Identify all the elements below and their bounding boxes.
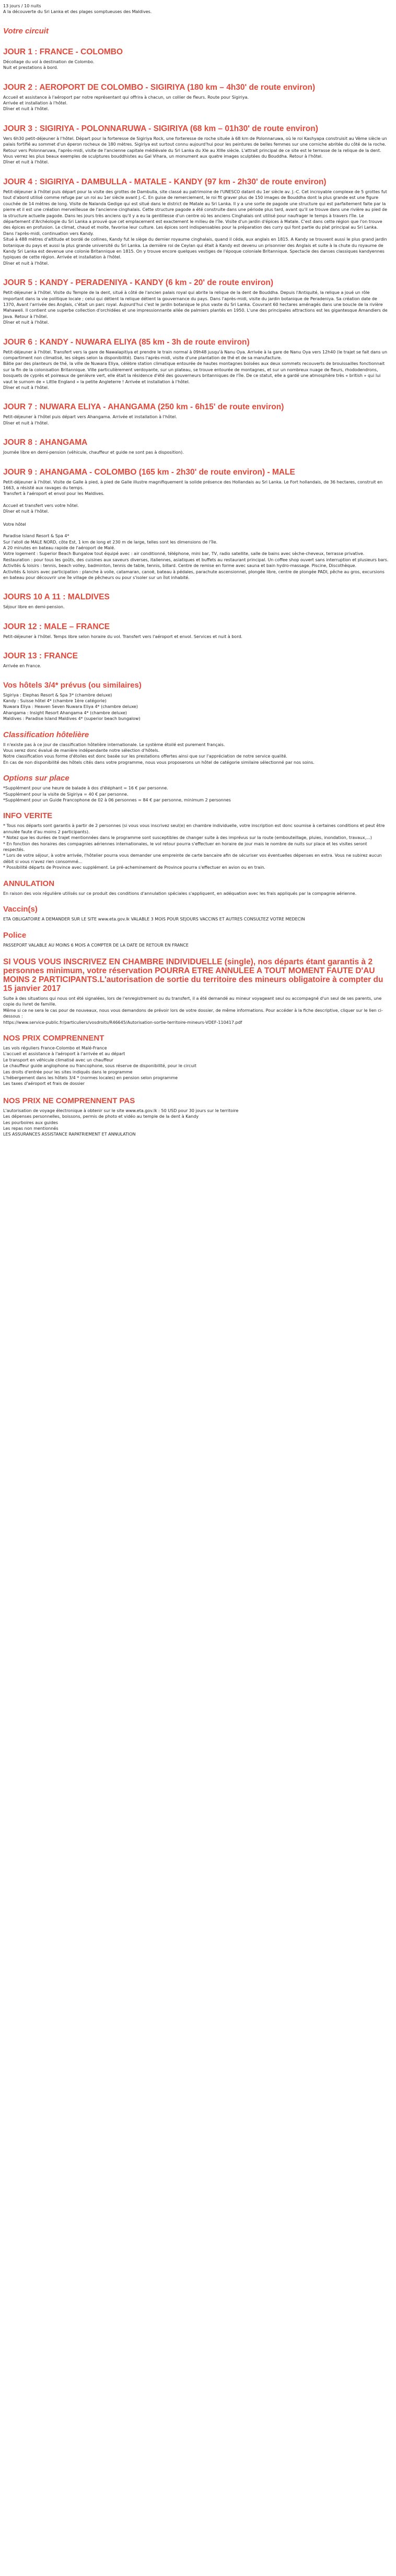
- info-line: * Possibilité départs de Province avec supplément. Le pré-acheminement de Province pourra s'effectuer en avion ou en train.: [3, 865, 265, 870]
- hotel-line: Restauration : pour tous les goûts, des cuisines aux saveurs diverses, italiennes, asiatiques et buffets au restaurant principal. Un coffee shop ouvert sans interruption et plusieurs bars.: [3, 557, 389, 562]
- options-text: [3, 785, 389, 803]
- vaccins-line: ETA OBLIGATOIRE A DEMANDER SUR LE SITE www.eta.gov.lk VALABLE 3 MOIS POUR SEJOURS VACCINS ET AUTRES CONSULTEZ VOTRE MEDECIN: [3, 917, 305, 922]
- hotel-item: Sigiriya : Elephas Resort & Spa 3* (chambre deluxe): [3, 692, 112, 698]
- classification-line: En cas de non disponibilité des hôtels cités dans votre programme, nous vous proposerons un hôtel de catégorie similaire sélectionné par nos soins.: [3, 760, 315, 765]
- vaccins-title: Vaccin(s): [3, 905, 38, 914]
- circuit-title: Votre circuit: [3, 26, 49, 36]
- day-title: JOURS 10 A 11 : MALDIVES: [3, 593, 110, 602]
- hotel-line: Paradise Island Resort & Spa 4*: [3, 534, 69, 539]
- prix-item: L'hébergement dans les hôtels 3/4 * (normes locales) en pension selon programme: [3, 1075, 178, 1080]
- hotel-line: Votre logement : Superior Beach Bungalow tout équipé avec : air conditionné, téléphone, mini bar, TV, radio satellite, salle de bains avec sèche-cheveux, terrasse privative.: [3, 551, 365, 557]
- intro: [3, 3, 389, 15]
- days-list: [3, 48, 389, 515]
- day-text: Dîner et nuit à l'hôtel.: [3, 320, 49, 325]
- hotel-line: Activités & loisirs : tennis, beach volley, badminton, tennis de table, tennis, billard. Centre de remise en forme avec sauna et bain hydro-massage. Piscine, Discothèque.: [3, 563, 356, 569]
- police-text: [3, 942, 389, 948]
- annulation-text: [3, 891, 389, 896]
- day-text: Dîner et nuit à l'hôtel.: [3, 261, 49, 266]
- noprix-item: L'autorisation de voyage électronique à obtenir sur le site www.eta.gov.lk : 50 USD pour 30 jours sur le territoire: [3, 1108, 239, 1113]
- classification-title: Classification hôtelière: [3, 730, 89, 739]
- hotel-item: Ahangama : Insight Resort Ahangama 4* (chambre deluxe): [3, 710, 127, 715]
- day-title: JOUR 7 : NUWARA ELIYA - AHANGAMA (250 km - 6h15' de route environ): [3, 403, 284, 412]
- prix-item: L'accueil et assistance à l'aéroport à l'arrivée et au départ: [3, 1051, 125, 1057]
- prix-item: Le chauffeur guide anglophone ou francophone, sous réserve de disponibilité, pour le circuit: [3, 1064, 196, 1069]
- police-title: Police: [3, 930, 27, 940]
- classification-line: Vous serez donc évalué de manière indépendante notre sélection d'hôtels.: [3, 748, 160, 753]
- day-text: Arrivée en France.: [3, 664, 41, 669]
- day-text: Situé à 488 mètres d'altitude et bordé de collines, Kandy fut le siège du dernier royaume cinghalais, quand il céda, aux anglais en 1815. A Kandy se trouvent aussi le plus grand jardin botanique du pays et aussi la plus grande université du Sri Lanka. La dernière roi de Ceylan qui était à Kandy est devenu un prisonnier des Anglais et suite à la chute du royaume de Kandy Sri Lanka est devenue une colonie Britannique en 1815. On y trouve encore quelques vestiges de l'époque coloniale Britannique. Spectacle des danses classiques kandyennes typiques de cette région. Arrivée et installation à l'hôtel.: [3, 237, 387, 260]
- classification-text: [3, 742, 389, 766]
- day-text: Dîner et nuit à l'hôtel.: [3, 509, 49, 514]
- info-line: * Lors de votre séjour, à votre arrivée, l'hôtelier pourra vous demander une empreinte de carte bancaire afin de sécuriser vos éventuelles dépenses en extra. Vous ne subirez aucun débit si vous n'avez rien consommé...: [3, 853, 382, 864]
- info-line: * Tous nos départs sont garantis à partir de 2 personnes (si vous vous inscrivez seul(e) en chambre individuelle, votre inscription est donc soumise à certaines conditions et peut être annulée faute d'au moins 2 participants).: [3, 823, 385, 834]
- hotels-list: [3, 692, 389, 722]
- options-title: Options sur place: [3, 774, 69, 783]
- prix-list: [3, 1045, 389, 1087]
- day-text: Journée libre en demi-pension (véhicule, chauffeur et guide ne sont pas à disposition).: [3, 450, 184, 455]
- info-line: * En fonction des horaires des compagnies aériennes internationales, le vol retour pourra s'effectuer en horaire de jour mais le nombre de nuits sur place et les visites seront respectés.: [3, 841, 367, 853]
- prix-item: Le transport en véhicule climatisé avec un chauffeur: [3, 1057, 113, 1062]
- hotel-line: Sur l'atoll de MALE NORD, côte Est, 1 km de long et 230 m de large, telles sont les dimensions de l'île.: [3, 539, 218, 545]
- day-title: JOUR 9 : AHANGAMA - COLOMBO (165 km - 2h30' de route environ) - MALE: [3, 467, 295, 477]
- day-text: [3, 497, 389, 503]
- intro-duration: 13 jours / 10 nuits: [3, 4, 41, 8]
- day-text: Décollage du vol à destination de Colombo.: [3, 59, 95, 64]
- day-text: Dîner et nuit à l'hôtel.: [3, 420, 49, 426]
- warning-line: Suite à des situations qui nous ont été signalées, lors de l'enregistrement ou du transfert, il a été demandé au mineur voyageant seul ou accompagné d'un seul de ses parents, une copie du livret de famille.: [3, 996, 382, 1007]
- annulation-title: ANNULATION: [3, 879, 55, 888]
- day-title: JOUR 12 : MALE – FRANCE: [3, 622, 110, 631]
- day-text: Petit-déjeuner à l'hôtel puis départ vers Ahangama. Arrivée et installation à l'hôtel.: [3, 415, 177, 420]
- day-text: Séjour libre en demi-pension.: [3, 605, 65, 610]
- hotel-item: Kandy : Suisse hôtel 4* (chambre 1ère catégorie): [3, 698, 107, 703]
- day-text: Dîner et nuit à l'hôtel.: [3, 107, 49, 112]
- annulation-line: En raison des voix régulière utilisés sur ce produit des conditions d'annulation spéciales s'appliquent, en adéquation avec les frais appliqués par la compagnie aérienne.: [3, 891, 357, 896]
- noprix-title: NOS PRIX NE COMPRENNENT PAS: [3, 1096, 135, 1105]
- day-title: JOUR 4 : SIGIRIYA - DAMBULLA - MATALE - KANDY (97 km - 2h30' de route environ): [3, 177, 327, 186]
- day-text: Arrivée et installation à l'hôtel.: [3, 101, 68, 106]
- day-text: Bâtie par des planteurs de thé, la ville de Nuwara Eliya, célèbre station climatique entourée de hautes montagnes boisées aux deux sommets recouverts de brouissailles fonctionnait sur la fin de la colonisation Britannique. Ville particulièrement verdoyante, sur un plateau, se trouve entourée de montagnes, et sur un nombreux nuage de fleurs, rhododendrons, bosquets de cyprès et poireaux de genièvre vert, elle était la résidence d'été des gouverneurs britanniques de l'île. De ce statut, elle a gardé une atmosphère très « british » qui lui vaut le surnom de « Little England » la petite Angleterre ! Arrivée et installation à l'hôtel.: [3, 361, 385, 384]
- day-text: Transfert à l'aéroport et envol pour les Maldives.: [3, 491, 104, 497]
- day-title: JOUR 5 : KANDY - PERADENIYA - KANDY (6 km - 20' de route environ): [3, 278, 274, 288]
- noprix-list: [3, 1108, 389, 1138]
- day-text: Petit-déjeuner à l'hôtel. Transfert vers la gare de Nawalapitiya et prendre le train normal à 09h48 jusqu'à Nanu Oya. Arrivée à la gare de Nanu Oya vers 12h40 (le trajet se fait dans un compartiment non climatisé, les sièges selon la disponibilité). Dans l'après-midi, visite d'une plantation de thé et de sa manufacture.: [3, 349, 388, 360]
- day-text: Petit-déjeuner à l'hôtel puis départ pour la visite des grottes de Dambulla, site classé au patrimoine de l'UNESCO datant du 1er siècle av. J.-C. Cet incroyable complexe de 5 grottes fut tout d'abord utilisé comme refuge par un roi au 1er siècle avant J.-C. En guise de remerciement, le roi fit graver plus de 150 images de Bouddha dont la plus grande est une figure couchée de 14 mètres de long. Visite de Nalanda Gedige qui est situé dans le district de Matale au Sri Lanka. Il y a une sorte de pagode une structure qui est parfaitement faite par la pierre et il est une création merveilleuse de l'ancienne cinghalais. Cette structure pagode a été construite dans une période plus tard, avant qu'il se trouve dans une rivière au pied de la structure actuelle pagode. Dans les jours très anciens qu'il y a eu la gentillesse d'un centre où les anciens Cinghalais ont utilisé pour naufrager le temps à travers l'île. Le département d'Archéologie du Sri Lanka a prouvé que cet emplacement est exactement le milieu de l'île. Visite d'un jardin d'épices à Matale. C'est dans cette région que l'on trouve des épices en profusion. Le climat, chaud et moite, favorise leur culture. Les épices sont indispensables pour la préparation des curry qui font partie du plat principal au Sri Lanka. Dans l'après-midi, continuation vers Kandy.: [3, 189, 388, 236]
- hotel-line: A 20 minutes en bateau rapide de l'aéroport de Malé.: [3, 545, 115, 550]
- day-text: Dîner et nuit à l'hôtel.: [3, 160, 49, 165]
- day-title: JOUR 13 : FRANCE: [3, 652, 78, 661]
- day-text: Dîner et nuit à l'hôtel.: [3, 385, 49, 391]
- noprix-item: Les repas non mentionnés: [3, 1126, 59, 1131]
- hotel-item: Nuwara Eliya : Heaven Seven Nuwara Eliya 4* (chambre deluxe): [3, 704, 138, 710]
- info-line: * Notez que les durées de trajet mentionnées dans le programme sont susceptibles de changer suite à des imprévus sur la route (embouteillage, pluies, inondation, travaux,...): [3, 835, 372, 841]
- prix-title: NOS PRIX COMPRENNENT: [3, 1033, 104, 1043]
- page: [0, 0, 392, 1138]
- intro-description: A la découverte du Sri Lanka et des plages somptueuses des Maldives.: [3, 9, 152, 15]
- classification-line: Il n'existe pas à ce jour de classification hôtelière internationale. Le système étoilé est purement français.: [3, 742, 225, 747]
- day-title: JOUR 1 : FRANCE - COLOMBO: [3, 47, 123, 56]
- option-line: *Supplément pour un Guide Francophone de 02 à 06 personnes = 84 € par personne, minimum 2 personnes: [3, 798, 231, 803]
- day-text: Accueil et transfert vers votre hôtel.: [3, 503, 79, 508]
- day-title: JOUR 2 : AEROPORT DE COLOMBO - SIGIRIYA (180 km – 4h30' de route environ): [3, 82, 316, 92]
- day-text: Petit-déjeuner à l'hôtel. Temps libre selon horaire du vol. Transfert vers l'aéroport et envol. Services et nuit à bord.: [3, 634, 242, 639]
- day-text: Petit-déjeuner à l'hôtel. Visite de Galle à pied, à pied de Galle illustre magnifiquement la solide présence des Hollandais au Sri Lanka. Le Fort hollandais, de 36 hectares, construit en 1663, a résisté aux ravages du temps.: [3, 479, 383, 491]
- info-text: [3, 823, 389, 870]
- warning-text: [3, 996, 389, 1025]
- day-title: JOUR 3 : SIGIRIYA - POLONNARUWA - SIGIRIYA (68 km – 01h30' de route environ): [3, 124, 318, 133]
- hotel-section: [3, 522, 389, 581]
- day-title: JOUR 6 : KANDY - NUWARA ELIYA (85 km - 3h de route environ): [3, 337, 250, 347]
- info-title: INFO VERITE: [3, 811, 53, 821]
- days-list-2: [3, 593, 389, 669]
- warning-line: https://www.service-public.fr/particuliers/vosdroits/R46645/Autorisation-sortie-territoire-mineurs-VDEF-110417.pdf: [3, 1020, 242, 1025]
- day-text: Vers 6h30 petit-déjeuner à l'hôtel. Départ pour la forteresse de Sigiriya Rock, une forteresse de roche située à 68 km de Polonnaruwa, où le roi Kashyapa construisit au Vème siècle un palais fortifié au sommet d'un éperon rocheux de 180 mètres. Sigiriya est surtout connu aujourd'hui pour les peintures de belles femmes sur une corniche abritée du côté de la roche. Retour vers Polonnaruwa, l'après-midi, visite de l'ancienne capitale médiévale du Sri Lanka du Xle au XIIIe siècle. L'attrait principal de ce site est le terrasse de la relique de la dent. Vous verrez les plus beaux exemples de sculptures bouddhistes au Gal Vihara, un monument aux quatre images sculptées du Bouddha. Retour à l'hôtel.: [3, 136, 387, 159]
- police-line: PASSEPORT VALABLE AU MOINS 6 MOIS A COMPTER DE LA DATE DE RETOUR EN FRANCE: [3, 942, 189, 948]
- hotel-label: Votre hôtel: [3, 522, 26, 527]
- vaccins-text: [3, 916, 389, 922]
- noprix-item: Les dépenses personnelles, boissons, permis de photo et vidéo au temple de la dent à Kandy: [3, 1114, 199, 1119]
- hotel-item: Maldives : Paradise Island Maldives 4* (superior beach bungalow): [3, 716, 141, 722]
- noprix-item: Les pourboires aux guides: [3, 1120, 59, 1125]
- option-line: *Supplément pour une heure de balade à dos d'éléphant = 16 € par personne.: [3, 786, 168, 791]
- prix-item: Les vols réguliers France-Colombo et Malé-France: [3, 1045, 107, 1050]
- day-title: JOUR 8 : AHANGAMA: [3, 438, 88, 447]
- day-text: Nuit et prestations à bord.: [3, 65, 59, 70]
- prix-item: Les taxes d'aéroport et frais de dossier: [3, 1081, 85, 1086]
- hotel-line: Activités & loisirs avec participation : planche à voile, catamaran, canoë, bateau à pédales, parachute ascensionnel, plongée libre, centre de plongée PADI, pêche au gros, excursions en bateau pour découvrir une île village de pêcheurs ou pour s'isoler sur un îlot inhabité.: [3, 569, 385, 580]
- option-line: *Supplément pour la visite de Sigiriya = 40 € par personne.: [3, 791, 129, 797]
- hotel-lines: [3, 533, 389, 581]
- day-text: Accueil et assistance à l'aéroport par notre représentant qui offrira à chacun, un collier de fleurs. Route pour Sigiriya.: [3, 94, 249, 100]
- hotels-title: Vos hôtels 3/4* prévus (ou similaires): [3, 680, 142, 690]
- classification-line: Notre classification vous forme d'étoiles est donc basée sur les prestations offertes ainsi que sur l'appréciation de notre service qualité.: [3, 754, 287, 759]
- warning-line: Même si ce ne sera le cas pour de nouveaux, nous vous demandons de prévoir lors de votre dossier, de même informations. Pour accéder à la fiche descriptive, cliquer sur le lien ci-dessous :: [3, 1008, 383, 1019]
- noprix-item: LES ASSURANCES ASSISTANCE RAPATRIEMENT ET ANNULATION: [3, 1132, 136, 1137]
- prix-item: Les droits d'entrée pour les sites indiqués dans le programme: [3, 1069, 133, 1074]
- day-text: Petit-déjeuner à l'hôtel. Visite du Temple de la dent, situé à côté de l'ancien palais royal qui abrite la relique de la dent de Bouddha. Depuis l'Antiquité, la relique a joué un rôle important dans la vie politique locale ; celui qui détient la relique détient la gouvernance du pays. Dans l'après-midi, visite du jardin botanique de Peradeniya. Sa création date de 1370, Avant l'arrivée des Anglais, c'était un parc royal. Aujourd'hui c'est le jardin botanique le plus vaste du Sri Lanka. Couvrant 60 hectares aménagés dans une boucle de la rivière Mahaweli. Il contient une superbe collection d'orchidées et une impressionnante allée de palmiers plantés en 1950. L'une des principales attractions est les gigantesque Amandiers de Java. Retour à l'hôtel.: [3, 290, 388, 319]
- warning-title: SI VOUS VOUS INSCRIVEZ EN CHAMBRE INDIVIDUELLE (single), nos départs étant garantis à 2 personnes minimum, votre réservation POURRA ETRE ANNULEE A TOUT MOMENT FAUTE D'AU MOINS 2 PARTICIPANTS.L'autorisation de sortie du territoire des mineurs obligatoire à compter du 15 janvier 2017: [3, 957, 383, 993]
